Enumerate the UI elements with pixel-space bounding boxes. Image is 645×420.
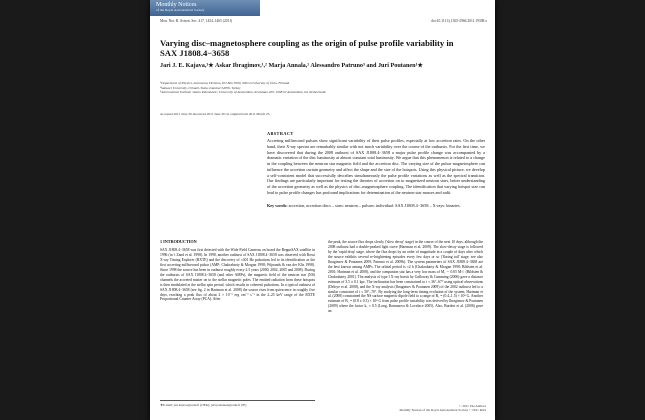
email-footnote: ★E-mail: jari.kajava@oulu.fi (JJEK); juri.poutanen@oulu.fi (JP)	[160, 400, 315, 407]
right-column	[328, 240, 483, 314]
section-heading-introduction: 1 INTRODUCTION	[160, 239, 197, 244]
doi: doi:10.1111/j.1365-2966.2011.19308.x	[431, 19, 487, 23]
affiliations	[160, 81, 480, 95]
journal-reference: Mon. Not. R. Astron. Soc. 417, 1454–1465 (2011)	[160, 19, 233, 23]
keywords-label: Key words:	[267, 203, 288, 208]
journal-banner-subtitle: of the Royal Astronomical Society	[156, 8, 205, 12]
paper-title: Varying disc–magnetosphere coupling as the origin of pulse profile variability in SAX J1808.4−3658	[160, 38, 454, 58]
abstract-heading: ABSTRACT	[267, 131, 294, 136]
author-list: Jari J. E. Kajava,¹★ Askar Ibragimov,¹,² Marja Annala,¹ Alessandro Patruno³ and Juri Poutanen¹★	[160, 62, 423, 69]
journal-banner-title: Monthly Notices	[156, 2, 197, 8]
affiliation-1: ¹Department of Physics, Astronomy Division, PO Box 3000, 90014 University of Oulu, Finland	[160, 81, 290, 85]
affiliation-2: ²Sabanci University, Orhanli-Tuzla, Istanbul 34956, Turkey	[160, 85, 241, 90]
journal-banner	[150, 0, 260, 16]
copyright-society: Monthly Notices of the Royal Astronomical Society © 2011 RAS	[399, 408, 486, 413]
intro-paragraph-right: the peak, the source flux drops slowly ('slow decay' stage) in the course of the next 10 days, although the 2008 outburst had a double-peaked light curve (Hartman et al. 2009). The slow-decay stage is followed by the 'rapid drop' stage, where the flux drops by an order of magnitude in a couple of days after which the source exhibits several re-brightening episodes every few days or so ('flaring tail' stage; see also Ibragimov & Poutanen 2009; Patruno et al. 2009b). The system parameters of SAX J1808.4−3658 are the best known among AMPs. The orbital period is ≈2 h (Chakrabarty & Morgan 1998; Bildsten et al. 2001; Hartman et al. 2008), and the companion star has a very low mass of M꜀ ∼ 0.05 M☉ (Bildsten & Chakrabarty 2001). The analysis of type I X-ray bursts by Galloway & Cumming (2006) gave a distance estimate of 3.5 ± 0.1 kpc. The inclination has been constrained to i ≈ 36°–67° using optical observations (Deloye et al. 2008), and the X-ray analysis (Ibragimov & Poutanen 2009) of the 2002 outburst led to a similar constraint of i ≈ 50°–70°. By studying the long-term timing evolution of the system, Hartman et al. (2008) constrained the NS surface magnetic dipole field to a range of B꜀ = (0.4–1.5) × 10⁸ G. Another estimate of B꜀ = (0.8 ± 0.3) × 10⁸ G from pulse profile variability was derived by Ibragimov & Poutanen (2009) where the factor k꜀ ≈ 0.5 (Long, Romanova & Lovelace 2005). Also, Burderi et al. (2006) gave an	[328, 240, 483, 314]
paper-page	[150, 0, 495, 420]
keywords	[267, 203, 485, 208]
abstract-text: Accreting millisecond pulsars show significant variability of their pulse profiles, especially at low accretion rates. On the other hand, their X-ray spectra are remarkably similar with not much variability over the course of the outbursts. For the first time, we have discovered that during the 2008 outburst of SAX J1808.4−3658 a major pulse profile change was accompanied by a dramatic variation of the disc luminosity at almost constant total luminosity. We argue that this phenomenon is related to a change in the coupling between the neutron star magnetic field and the accretion disc. The varying size of the pulsar magnetosphere can influence the accretion curtain geometry and affect the shape and the size of the hotspots. Using this physical picture, we develop a self-consistent model that successfully describes simultaneously the pulse profile variations as well as the spectral transition. Our findings are particularly important for testing the theories of accretion on to magnetized neutron stars, better understanding of the accretion geometry as well as the physics of disc–magnetosphere coupling. The identification that varying hotspot size can lead to pulse profile changes has profound implications for determination of the neutron star masses and radii.	[267, 138, 485, 195]
accepted-dates: Accepted 2011 June 30. Received 2011 June 30; in original form 2011 March 23	[160, 112, 270, 116]
left-column	[160, 240, 315, 302]
copyright-authors: © 2011 The Authors	[459, 404, 486, 408]
intro-paragraph-left: SAX J1808.4−3658 was first detected with the Wide Field Cameras on board the BeppoSAX satellite in 1996 (in 't Zand et al. 1998). In 1998, another outburst of SAX J1808.4−3658 was observed with Rossi X-ray Timing Explorer (RXTE) and the discovery of ≈401 Hz pulsations led to its identification as the first accreting millisecond pulsar (AMP; Chakrabarty & Morgan 1998; Wijnands & van der Klis 1998). Since 1998 the source has been in outburst roughly every 2.5 years (2000, 2002, 2005 and 2008). During the outbursts of SAX J1808.4−3658 (and other AMPs), the magnetic field of the neutron star (NS) channels the accreted matter on to the stellar magnetic poles. The emitted radiation from these hotspots is then modulated at the stellar spin period, which results in coherent pulsations. In a typical outburst of SAX J1808.4−3658 (see fig. 2 in Hartman et al. 2008) the source rises from quiescence in roughly five days, reaching a peak flux of about 2 × 10⁻⁹ erg cm⁻² s⁻¹ in the 2–25 keV range of the RXTE Proportional Counter Array (PCA). After	[160, 247, 315, 302]
copyright-notice	[328, 404, 486, 412]
affiliation-3: ³Astronomical Institute 'Anton Pannekoek', University of Amsterdam, Kruislaan 403, 1098 SJ Amsterdam, the Netherlands	[160, 90, 326, 94]
keywords-text: accretion, accretion discs – stars: neutron – pulsars: individual: SAX J1808.4−3658 – X-rays: binaries.	[288, 203, 461, 208]
